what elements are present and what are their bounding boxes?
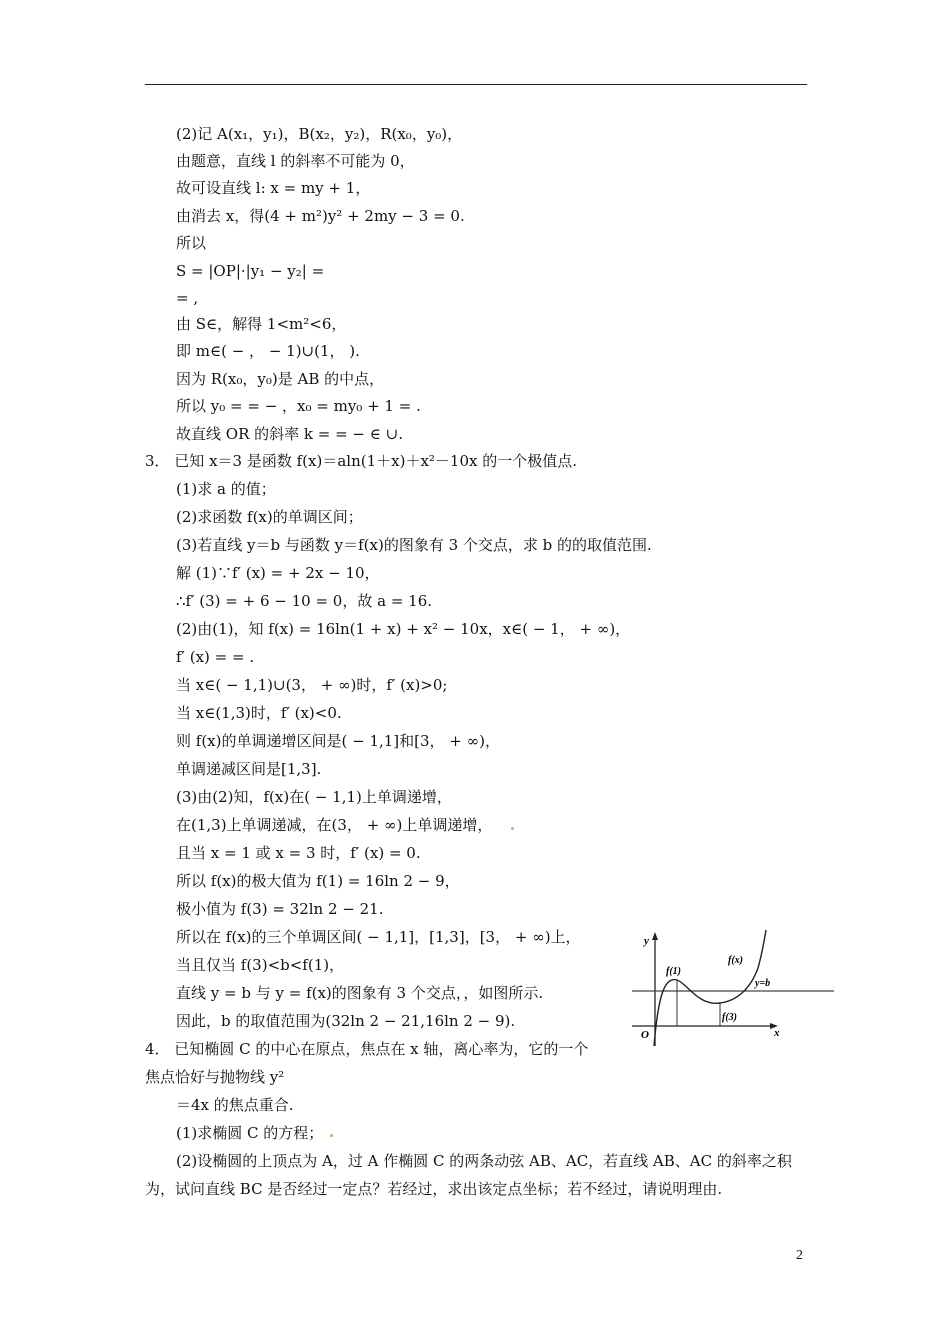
text-line: ＝4x 的焦点重合. <box>176 1096 294 1114</box>
text-line: 直线 y = b 与 y = f(x)的图象有 3 个交点，，如图所示. <box>176 984 544 1002</box>
text-line: 因为 R(x₀，y₀)是 AB 的中点， <box>176 370 385 388</box>
text-line: 当且仅当 f(3)<b<f(1)， <box>176 956 345 974</box>
text-line: (3)若直线 y＝b 与函数 y＝f(x)的图象有 3 个交点，求 b 的的取值范围. <box>176 536 652 554</box>
text-line: 极小值为 f(3) = 32ln 2 − 21. <box>176 900 384 918</box>
text-line: (2)由(1)，知 f(x) = 16ln(1 + x) + x² − 10x，x∈( − 1， + ∞)， <box>176 620 631 638</box>
header-rule <box>145 84 807 85</box>
text-line: 当 x∈(1,3)时，f′ (x)<0. <box>176 704 342 722</box>
text-line: 则 f(x)的单调递增区间是( − 1,1]和[3， + ∞)， <box>176 732 500 750</box>
text-line: (2)设椭圆的上顶点为 A，过 A 作椭圆 C 的两条动弦 AB、AC，若直线 AB、AC 的斜率之积 <box>176 1152 792 1170</box>
text-line: (2)记 A(x₁，y₁)，B(x₂，y₂)，R(x₀，y₀)， <box>176 125 463 143</box>
text-line: 在(1,3)上单调递减，在(3， + ∞)上单调递增， <box>176 816 493 834</box>
curve-fx <box>654 930 766 1046</box>
text-line: 所以 <box>176 234 207 252</box>
text-line: 即 m∈( − ， − 1)∪(1， ). <box>176 342 360 360</box>
text-line: 由题意，直线 l 的斜率不可能为 0， <box>176 152 415 170</box>
text-line: f′ (x) = = . <box>176 648 255 666</box>
line-label: y=b <box>755 978 771 989</box>
function-graph-figure <box>628 928 838 1050</box>
stray-mark <box>330 1134 333 1137</box>
text-line: S = |OP|·|y₁ − y₂| = <box>176 262 325 280</box>
text-line: 由 S∈，解得 1<m²<6， <box>176 315 347 333</box>
question-4-stem: 4． 已知椭圆 C 的中心在原点，焦点在 x 轴，离心率为，它的一个 <box>145 1040 589 1058</box>
y-axis-arrow <box>652 932 658 940</box>
curve-label: f(x) <box>728 955 743 966</box>
min-label: f(3) <box>722 1012 737 1023</box>
x-axis-label: x <box>774 1027 780 1039</box>
text-line: 由消去 x，得(4 + m²)y² + 2my − 3 = 0. <box>176 207 465 225</box>
text-line: ∴f′ (3) = + 6 − 10 = 0，故 a = 16. <box>176 592 433 610</box>
solution-line: 解 (1)∵f′ (x) = + 2x − 10， <box>176 564 380 582</box>
y-axis-label: y <box>644 935 649 947</box>
text-line: 当 x∈( − 1,1)∪(3， + ∞)时，f′ (x)>0; <box>176 676 448 694</box>
text-line: (1)求椭圆 C 的方程； <box>176 1124 324 1142</box>
page-number: 2 <box>796 1248 803 1263</box>
text-line: 单调递减区间是[1,3]. <box>176 760 322 778</box>
text-line: = , <box>176 289 199 307</box>
text-line: (2)求函数 f(x)的单调区间； <box>176 508 363 526</box>
text-line: 所以 f(x)的极大值为 f(1) = 16ln 2 − 9， <box>176 872 460 890</box>
text-line: 所以 y₀ = = − ，x₀ = my₀ + 1 = . <box>176 397 421 415</box>
text-line: (1)求 a 的值； <box>176 480 276 498</box>
text-line: 为，试问直线 BC 是否经过一定点？若经过，求出该定点坐标；若不经过，请说明理由. <box>145 1180 723 1198</box>
text-line: 因此，b 的取值范围为(32ln 2 − 21,16ln 2 − 9). <box>176 1012 516 1030</box>
text-line: 所以在 f(x)的三个单调区间( − 1,1]，[1,3]，[3， + ∞)上， <box>176 928 581 946</box>
text-line: 故可设直线 l: x = my + 1， <box>176 179 371 197</box>
text-line: (3)由(2)知，f(x)在( − 1,1)上单调递增， <box>176 788 452 806</box>
text-line: 焦点恰好与抛物线 y² <box>145 1068 285 1086</box>
text-line: 且当 x = 1 或 x = 3 时，f′ (x) = 0. <box>176 844 421 862</box>
text-line: 故直线 OR 的斜率 k = = − ∈ ∪. <box>176 425 403 443</box>
origin-label: O <box>641 1029 649 1041</box>
max-label: f(1) <box>666 966 681 977</box>
question-3-stem: 3． 已知 x＝3 是函数 f(x)＝aln(1＋x)＋x²－10x 的一个极值点. <box>145 452 577 470</box>
stray-mark <box>511 827 514 830</box>
